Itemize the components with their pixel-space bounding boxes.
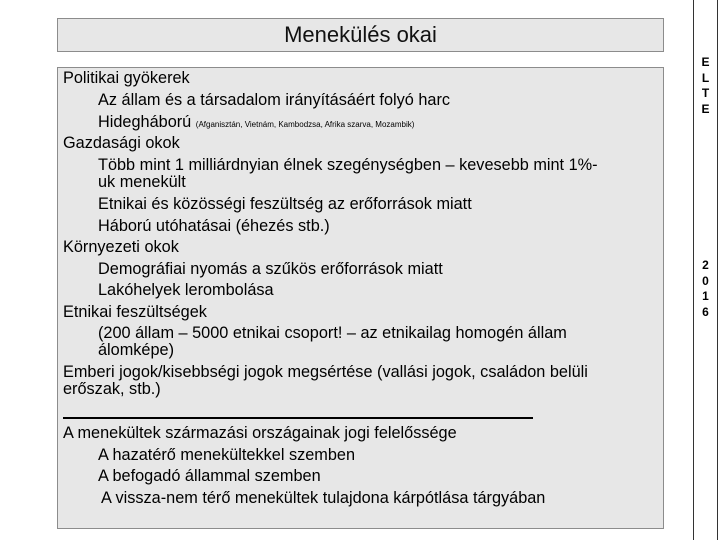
item-war-aftermath: Háború utóhatásai (éhezés stb.) [98, 217, 330, 235]
side-bar [693, 0, 718, 540]
item-states-ethnic-groups-line2: álomképe) [98, 341, 175, 359]
heading-environmental-reasons: Környezeti okok [63, 238, 179, 256]
separator-line [63, 417, 533, 419]
item-non-returning-compensation: A vissza-nem térő menekültek tulajdona kárpótlása tárgyában [101, 489, 546, 507]
item-host-state: A befogadó állammal szemben [98, 467, 321, 485]
heading-human-rights-line1: Emberi jogok/kisebbségi jogok megsértése (vallási jogok, családon belüli [63, 363, 588, 381]
item-cold-war [98, 112, 414, 135]
slide-title-text: Menekülés okai [284, 22, 437, 47]
heading-legal-responsibility: A menekültek származási országainak jogi felelőssége [63, 424, 457, 442]
item-housing-destruction: Lakóhelyek lerombolása [98, 281, 274, 299]
heading-ethnic-tensions: Etnikai feszültségek [63, 303, 207, 321]
content-panel [57, 67, 664, 529]
item-demographic-pressure: Demográfiai nyomás a szűkös erőforrások miatt [98, 260, 443, 278]
heading-political-roots: Politikai gyökerek [63, 69, 190, 87]
item-cold-war-label: Hidegháború [98, 113, 192, 131]
item-ethnic-community-tension: Etnikai és közösségi feszültség az erőforrások miatt [98, 195, 472, 213]
item-returning-refugees: A hazatérő menekültekkel szemben [98, 446, 356, 464]
side-year: 2 0 1 6 [702, 258, 709, 319]
item-poverty-line1: Több mint 1 milliárdnyian élnek szegénységben – kevesebb mint 1%- [98, 156, 598, 174]
heading-human-rights-line2: erőszak, stb.) [63, 380, 161, 398]
slide-title [57, 18, 664, 52]
item-poverty-line2: uk menekült [98, 173, 186, 191]
item-states-ethnic-groups-line1: (200 állam – 5000 etnikai csoport! – az etnikailag homogén állam [98, 324, 567, 342]
item-state-control-struggle: Az állam és a társadalom irányításáért folyó harc [98, 91, 451, 109]
item-cold-war-note: (Afganisztán, Vietnám, Kambodzsa, Afrika szarva, Mozambik) [195, 120, 415, 129]
side-label: E L T E [701, 55, 710, 116]
heading-economic-reasons: Gazdasági okok [63, 134, 180, 152]
